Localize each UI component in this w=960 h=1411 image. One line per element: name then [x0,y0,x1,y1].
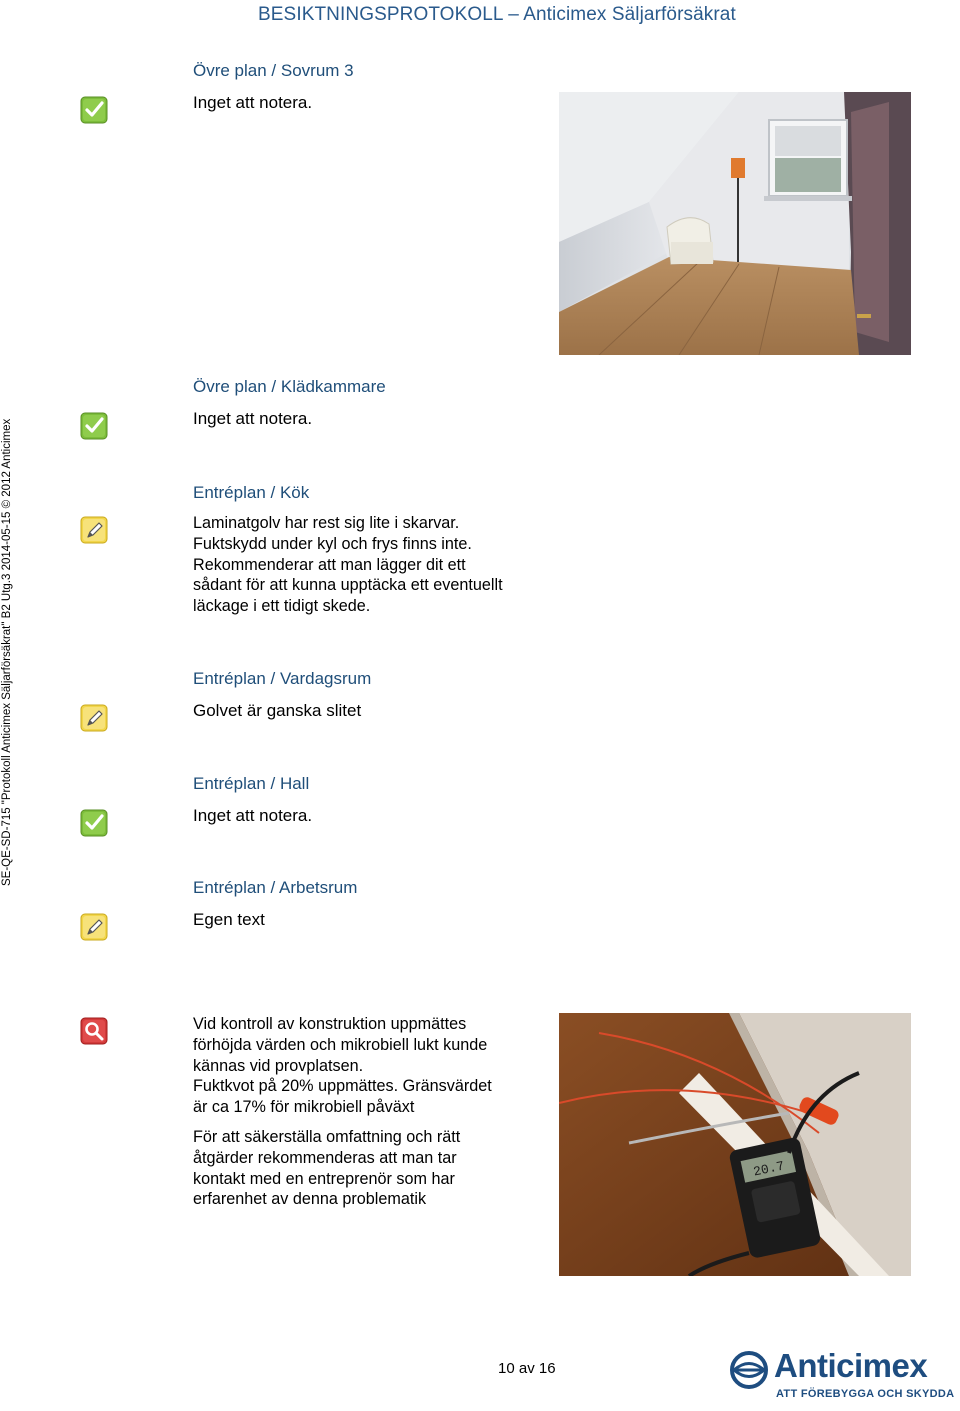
section-heading-kladkammare: Övre plan / Klädkammare [193,377,386,396]
pencil-icon [80,516,108,544]
text-line: läckage i ett tidigt skede. [193,597,371,616]
text-line: kännas vid provplatsen. [193,1056,364,1075]
section-text-hall: Inget att notera. [193,806,313,825]
section-text-kladkammare: Inget att notera. [193,409,313,428]
text-line: åtgärder rekommenderas att man tar [193,1148,457,1167]
section-text-kok [193,513,503,617]
bedroom-photo [559,92,911,355]
pencil-icon [80,913,108,941]
checkmark-icon [80,809,108,837]
meter-reading: 20.7 [752,1158,786,1180]
anticimex-logo-mark-icon [728,1351,770,1389]
text-line: Vid kontroll av konstruktion uppmättes [193,1015,467,1033]
text-line: sådant för att kunna upptäcka ett eventuellt [193,576,503,595]
section-text-vardagsrum: Golvet är ganska slitet [193,701,362,720]
section-heading-kok: Entréplan / Kök [193,483,310,502]
section-heading-hall: Entréplan / Hall [193,774,310,793]
document-header: BESIKTNINGSPROTOKOLL – Anticimex Säljarförsäkrat [258,4,736,25]
text-line: Fuktskydd under kyl och frys finns inte. [193,534,472,553]
text-line: erfarenhet av denna problematik [193,1190,427,1209]
logo-tagline: ATT FÖREBYGGA OCH SKYDDA [776,1388,955,1400]
checkmark-icon [80,412,108,440]
finding-text-measurement [193,1014,492,1118]
text-line: Rekommenderar att man lägger dit ett [193,555,466,574]
logo-wordmark: Anticimex [774,1347,928,1384]
pencil-icon [80,704,108,732]
section-heading-arbetsrum: Entréplan / Arbetsrum [193,878,358,897]
section-text-arbetsrum: Egen text [193,910,265,929]
text-line: Fuktkvot på 20% uppmättes. Gränsvärdet [193,1077,492,1096]
text-line: kontakt med en entreprenör som har [193,1169,455,1188]
text-line: är ca 17% för mikrobiell påväxt [193,1098,415,1117]
document-id-side-text: SE-QE-SD-715 "Protokoll Anticimex Säljarförsäkrat" B2 Utg.3 2014-05-15 © 2012 Anticimex [1,418,13,886]
magnifier-icon [80,1017,108,1045]
text-line: För att säkerställa omfattning och rätt [193,1128,461,1146]
page-number: 10 av 16 [498,1360,556,1377]
section-heading-vardagsrum: Entréplan / Vardagsrum [193,669,372,688]
text-line: Laminatgolv har rest sig lite i skarvar. [193,514,460,532]
checkmark-icon [80,96,108,124]
text-line: förhöjda värden och mikrobiell lukt kunde [193,1035,488,1054]
section-heading-sovrum-3: Övre plan / Sovrum 3 [193,61,354,80]
finding-text-recommendation [193,1127,460,1210]
moisture-meter-photo [559,1013,911,1276]
anticimex-logo [728,1347,955,1405]
section-text-sovrum-3: Inget att notera. [193,93,313,112]
